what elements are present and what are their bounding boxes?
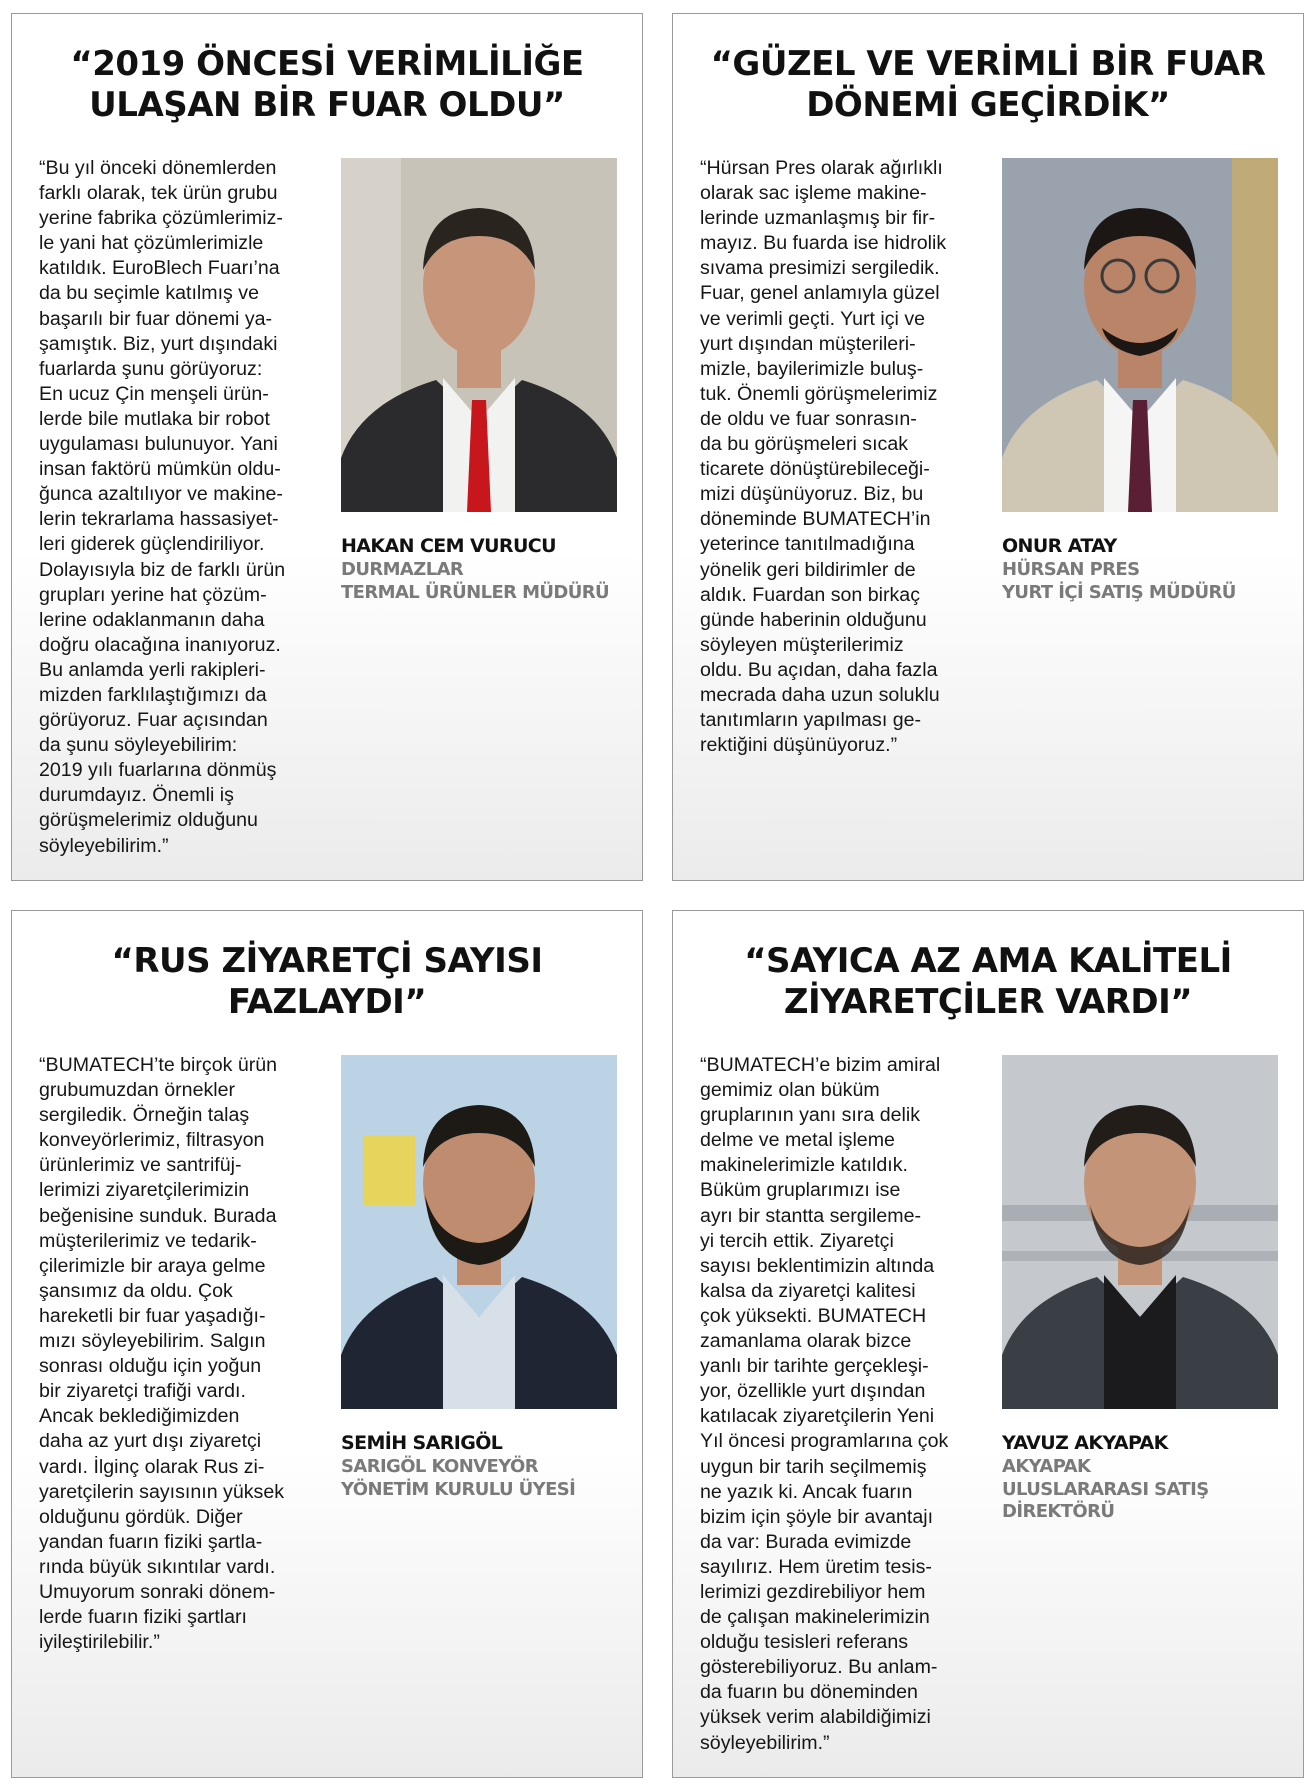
headline: “2019 ÖNCESİ VERİMLİLİĞE ULAŞAN BİR FUAR OLDU” [70, 44, 584, 125]
person-company-title: HÜRSAN PRES YURT İÇİ SATIŞ MÜDÜRÜ [1002, 559, 1236, 603]
quote-body: “BUMATECH’te birçok ürün grubumuzdan örnekler sergiledik. Örneğin talaş konveyörlerimiz, filtrasyon ürünlerimiz ve santrifüj- lerimizi ziyaretçilerimizin beğenisine sunduk. Burada müşterilerimiz ve tedarik- çilerimizle bir araya gelme şansımız da oldu. Çok hareketli bir fuar yaşadığı- mızı söyleyebilirim. Salgın sonrası olduğu için yoğun bir ziyaretçi trafiği vardı. Ancak beklediğimizden daha az yurt dışı ziyaretçi vardı. İlginç olarak Rus zi- yaretçilerin sayısının yüksek olduğunu gördük. Diğer yandan fuarın fiziki şartla- rında büyük sıkıntılar vardı. Umuyorum sonraki dönem- lerde fuarın fiziki şartları iyileştirilebilir.” [39, 1054, 285, 1654]
portrait-illustration [341, 158, 617, 512]
portrait-photo [1002, 1055, 1278, 1409]
person-name: SEMİH SARIGÖL [341, 1432, 503, 1454]
person-company-title: SARIGÖL KONVEYÖR YÖNETİM KURULU ÜYESİ [341, 1456, 576, 1500]
quote-body: “BUMATECH’e bizim amiral gemimiz olan büküm gruplarının yanı sıra delik delme ve metal işleme makinelerimizle katıldık. Büküm gruplarımızı ise ayrı bir stantta sergileme- yi tercih ettik. Ziyaretçi sayısı beklentimizin altında kalsa da ziyaretçi kalitesi çok yüksekti. BUMATECH zamanlama olarak bizce yanlı bir tarihte gerçekleşi- yor, özellikle yurt dışından katılacak ziyaretçilerin Yeni Yıl öncesi programlarına çok uygun bir tarih seçilmemiş ne yazık ki. Ancak fuarın bizim için şöyle bir avantajı da var: Burada evimizde sayılırız. Hem üretim tesis- lerimizi gezdirebiliyor hem de çalışan makinelerimizin olduğu tesisleri referans gösterebiliyoruz. Bu anlam- da fuarın bu döneminden yüksek verim alabildiğimizi söyleyebilirim.” [700, 1054, 949, 1754]
interview-card-1 [11, 13, 643, 881]
headline: “SAYICA AZ AMA KALİTELİ ZİYARETÇİLER VARDI” [744, 941, 1232, 1022]
interview-card-4 [672, 910, 1304, 1778]
portrait-photo [341, 158, 617, 512]
portrait-illustration [341, 1055, 617, 1409]
interview-card-3 [11, 910, 643, 1778]
interview-card-2 [672, 13, 1304, 881]
portrait-illustration [1002, 1055, 1278, 1409]
quote-body: “Bu yıl önceki dönemlerden farklı olarak, tek ürün grubu yerine fabrika çözümlerimiz- le yani hat çözümlerimizle katıldık. EuroBlech Fuarı’na da bu seçimle katılmış ve başarılı bir fuar dönemi ya- şamıştık. Biz, yurt dışındaki fuarlarda şunu görüyoruz: En ucuz Çin menşeli ürün- lerde bile mutlaka bir robot uygulaması bulunuyor. Yani insan faktörü mümkün oldu- ğunca azaltılıyor ve makine- lerin tekrarlama hassasiyet- leri giderek güçlendiriliyor. Dolayısıyla biz de farklı ürün grupları yerine hat çözüm- lerine odaklanmanın daha doğru olacağına inanıyoruz. Bu anlamda yerli rakipleri- mizden farklılaştığımızı da görüyoruz. Fuar açısından da şunu söyleyebilirim: 2019 yılı fuarlarına dönmüş durumdayız. Önemli iş görüşmelerimiz olduğunu söyleyebilirim.” [39, 157, 286, 857]
person-name: YAVUZ AKYAPAK [1002, 1432, 1168, 1454]
headline: “GÜZEL VE VERİMLİ BİR FUAR DÖNEMİ GEÇİRDİK” [710, 44, 1266, 125]
quote-body: “Hürsan Pres olarak ağırlıklı olarak sac işleme makine- lerinde uzmanlaşmış bir fir- mayız. Bu fuarda ise hidrolik sıvama presimizi sergiledik. Fuar, genel anlamıyla güzel ve verimli geçti. Yurt içi ve yurt dışından müşterileri- mizle, bayilerimizle buluş- tuk. Önemli görüşmelerimiz de oldu ve fuar sonrasın- da bu görüşmeleri sıcak ticarete dönüştürebileceği- mizi düşünüyoruz. Biz, bu döneminde BUMATECH’in yeterince tanıtılmadığına yönelik geri bildirimler de aldık. Fuardan son birkaç günde haberinin olduğunu söyleyen müşterilerimiz oldu. Bu açıdan, daha fazla mecrada daha uzun soluklu tanıtımların yapılması ge- rektiğini düşünüyoruz.” [700, 157, 947, 757]
portrait-illustration [1002, 158, 1278, 512]
person-name: ONUR ATAY [1002, 535, 1117, 557]
portrait-photo [341, 1055, 617, 1409]
portrait-photo [1002, 158, 1278, 512]
headline: “RUS ZİYARETÇİ SAYISI FAZLAYDI” [111, 941, 543, 1022]
person-company-title: DURMAZLAR TERMAL ÜRÜNLER MÜDÜRÜ [341, 559, 610, 603]
person-company-title: AKYAPAK ULUSLARARASI SATIŞ DİREKTÖRÜ [1002, 1456, 1209, 1522]
person-name: HAKAN CEM VURUCU [341, 535, 556, 557]
